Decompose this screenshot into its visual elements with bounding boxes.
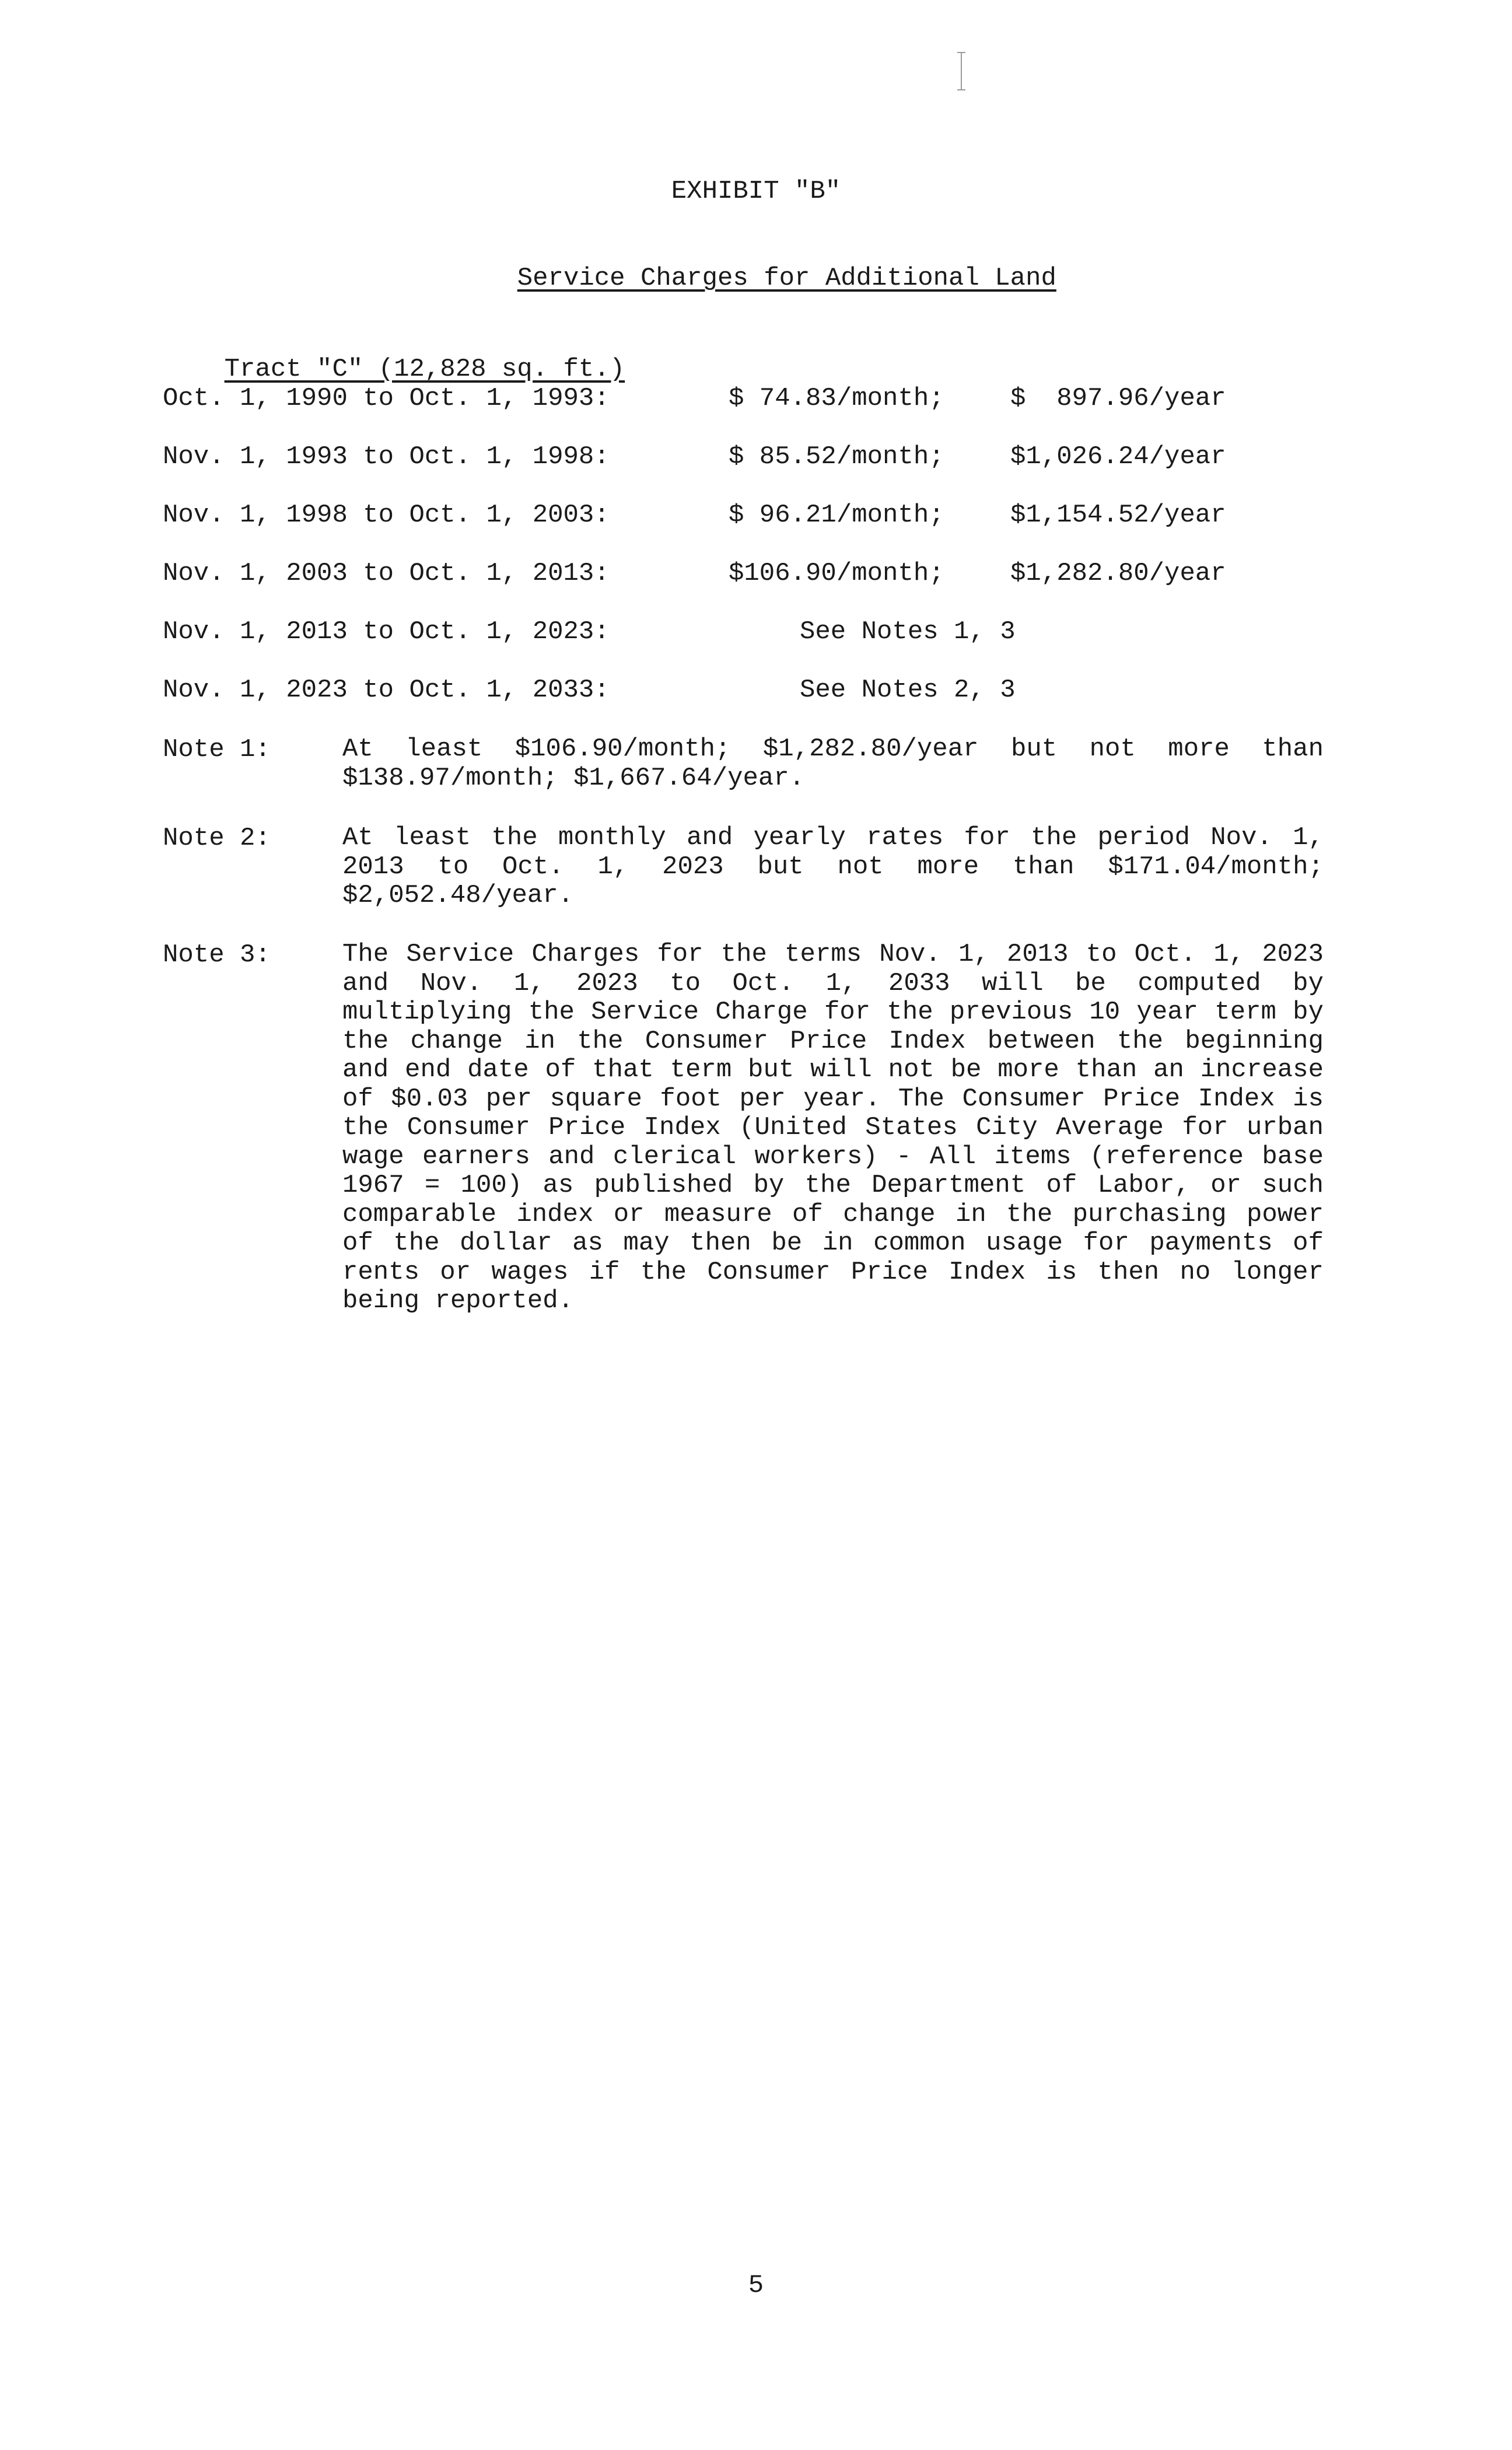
rate-row: [163, 384, 1226, 413]
exhibit-subtitle: [0, 235, 1512, 322]
note-text: At least $106.90/month; $1,282.80/year but not more than $138.97/month; $1,667.64/year.: [342, 734, 1324, 793]
note-label: Note 2:: [163, 824, 271, 853]
rate-period: Oct. 1, 1990 to Oct. 1, 1993:: [163, 384, 610, 413]
rate-row: [163, 442, 1226, 471]
note-label: Note 3:: [163, 940, 271, 970]
rate-monthly: $ 85.52/month;: [729, 442, 944, 471]
rate-row: [163, 501, 1226, 530]
rate-row: [163, 617, 1016, 646]
rate-notes-reference: See Notes 1, 3: [800, 617, 1016, 646]
scan-artifact-icon: [956, 51, 967, 92]
rate-monthly: $106.90/month;: [729, 559, 944, 588]
rate-row: [163, 676, 1016, 705]
rate-notes-reference: See Notes 2, 3: [800, 676, 1016, 705]
tract-heading-text: Tract "C" (12,828 sq. ft.): [224, 355, 625, 384]
exhibit-title: EXHIBIT "B": [671, 177, 841, 206]
page-number: 5: [748, 2271, 764, 2300]
rate-yearly: $1,282.80/year: [1010, 559, 1226, 588]
rate-period: Nov. 1, 2023 to Oct. 1, 2033:: [163, 676, 610, 705]
rate-period: Nov. 1, 1998 to Oct. 1, 2003:: [163, 501, 610, 530]
rate-monthly: $ 96.21/month;: [729, 501, 944, 530]
rate-row: [163, 559, 1226, 588]
rate-yearly: $1,154.52/year: [1010, 501, 1226, 530]
rate-period: Nov. 1, 1993 to Oct. 1, 1998:: [163, 442, 610, 471]
note-label: Note 1:: [163, 735, 271, 764]
rate-yearly: $ 897.96/year: [1010, 384, 1226, 413]
rate-yearly: $1,026.24/year: [1010, 442, 1226, 471]
note-text: At least the monthly and yearly rates for the period Nov. 1, 2013 to Oct. 1, 2023 but not more than $171.04/month; $2,052.48/year.: [342, 823, 1324, 910]
note-text: The Service Charges for the terms Nov. 1, 2013 to Oct. 1, 2023 and Nov. 1, 2023 to Oct. 1, 2033 will be computed by multiplying the Service Charge for the previous 10 year term by the change in the Consumer Price Index between the beginning and end date of that term but will not be more than an increase of $0.03 per square foot per year. The Consumer Price Index is the Consumer Price Index (United States City Average for urban wage earners and clerical workers) - All items (reference base 1967 = 100) as published by the Department of Labor, or such comparable index or measure of change in the purchasing power of the dollar as may then be in common usage for payments of rents or wages if the Consumer Price Index is then no longer being reported.: [342, 940, 1324, 1315]
rate-period: Nov. 1, 2013 to Oct. 1, 2023:: [163, 617, 610, 646]
exhibit-subtitle-text: Service Charges for Additional Land: [517, 264, 1056, 293]
rate-period: Nov. 1, 2003 to Oct. 1, 2013:: [163, 559, 610, 588]
rate-monthly: $ 74.83/month;: [729, 384, 944, 413]
